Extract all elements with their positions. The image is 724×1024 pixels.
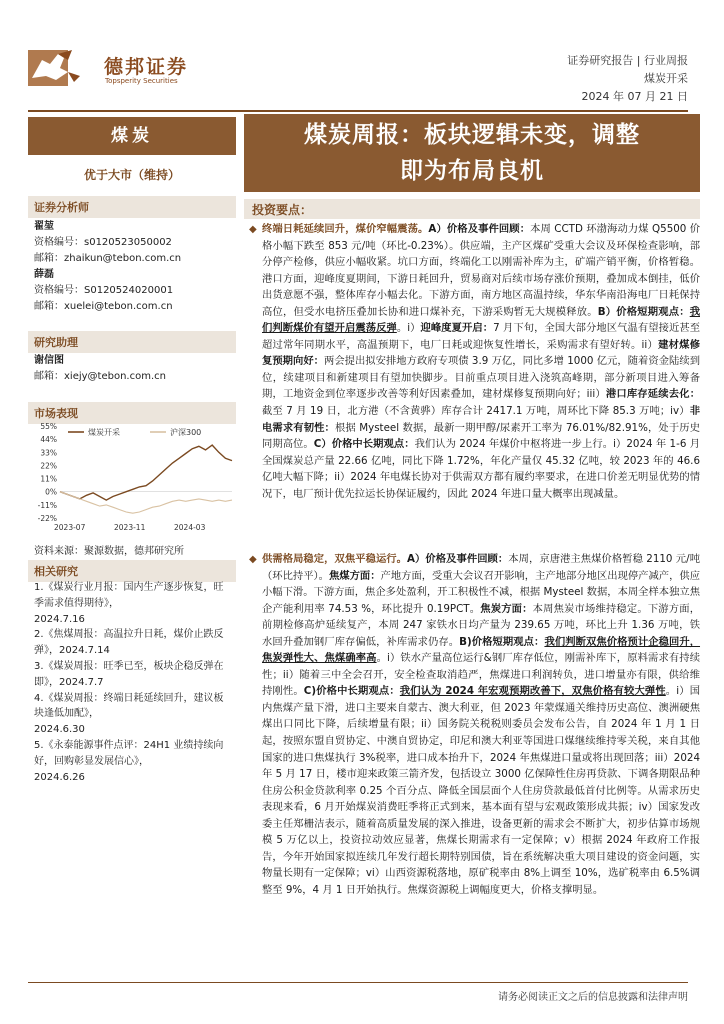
bull-logo-icon bbox=[28, 46, 94, 90]
bold-point: 焦炭方面： bbox=[480, 602, 533, 615]
x-tick-label: 2023-11 bbox=[114, 523, 146, 532]
sub-heading: A）价格及事件回顾： bbox=[407, 553, 509, 565]
x-tick-labels bbox=[54, 523, 206, 532]
para-lead: 供需格局稳定，双焦平稳运行。 bbox=[262, 553, 408, 565]
sub-heading: C)价格中长期观点： bbox=[303, 685, 400, 698]
para-text: 本周焦炭市场维持稳定。下游方面，前期检修高炉延续复产，本周 247 家铁水日均产量为 239.65 万吨，环比上升 1.36 万吨，铁水回升叠加钢厂库存偏低，补库需求仍存。 bbox=[262, 602, 701, 648]
bold-point: 非电需求有韧性： bbox=[262, 405, 700, 434]
y-tick-label: 11% bbox=[40, 474, 57, 484]
related-item-text: 4.《煤炭周报：终端日耗延续回升，建议板块逢低加配》， bbox=[34, 692, 224, 720]
sector-tag: 煤炭开采 bbox=[644, 72, 688, 85]
x-tick-label: 2024-03 bbox=[174, 523, 206, 532]
related-section-title: 相关研究 bbox=[28, 560, 236, 582]
key-points-title: 投资要点： bbox=[244, 199, 700, 219]
para-text: 本周，京唐港主焦煤价格暂稳 2110 元/吨（环比持平）。 bbox=[262, 553, 700, 582]
analyst-name: 薛磊 bbox=[34, 269, 54, 280]
report-type: 证券研究报告 | 行业周报 bbox=[567, 54, 688, 67]
bullet-diamond-icon: ◆ bbox=[249, 554, 257, 565]
assistant-info bbox=[34, 353, 234, 385]
market-section-title: 市场表现 bbox=[28, 402, 236, 424]
para-text: 产地方面，受重大会议召开影响，主产地部分地区出现停产减产，供应小幅下滑。下游方面，焦企多处盈利，开工积极性不减，根据 Mysteel 数据，本周全样本独立焦企产能利用率 74.53 %，环比提升 0.19PCT。 bbox=[262, 569, 701, 615]
logo-name: 德邦证券 bbox=[104, 56, 189, 78]
logo-english-name: Topsperity Securities bbox=[105, 77, 178, 85]
related-item-text: 2.《焦煤周报：高温拉升日耗，煤价止跌反弹》， bbox=[34, 629, 224, 657]
related-item-text: 1.《煤炭行业月报：国内生产逐步恢复，旺季需求值得期待》， bbox=[34, 582, 224, 609]
legend-label: 煤炭开采 bbox=[88, 428, 120, 437]
report-meta bbox=[567, 52, 688, 106]
x-tick-label: 2023-07 bbox=[54, 523, 86, 532]
para-text: 。i） bbox=[396, 322, 421, 335]
y-tick-label: 0% bbox=[45, 487, 57, 497]
chart-series-lines bbox=[60, 445, 232, 513]
related-item-text: 5.《永泰能源事件点评：24H1 业绩持续向好，回购彰显发展信心》， bbox=[34, 739, 224, 767]
para-lead: 终端日耗延续回升，煤价窄幅震荡。 bbox=[262, 223, 429, 235]
underlined-view: 我们判断煤价有望开启震荡反弹 bbox=[262, 305, 700, 335]
report-date: 2024 年 07 月 21 日 bbox=[581, 90, 688, 103]
sector-label: 煤炭 bbox=[28, 117, 236, 155]
y-tick-label: 33% bbox=[40, 448, 57, 458]
related-item-date: 2024.7.7 bbox=[59, 676, 104, 688]
analyst-section-title: 证券分析师 bbox=[28, 196, 236, 218]
analyst-cert: 资格编号：s0120523050002 bbox=[34, 237, 172, 248]
chart-source: 资料来源：聚源数据，德邦研究所 bbox=[34, 546, 184, 557]
para-text: 根据 Mysteel 数据，最新一期甲醇/尿素开工率为 76.01%/82.91%，处于历史同期高位。 bbox=[262, 421, 700, 451]
y-tick-label: -11% bbox=[37, 500, 57, 510]
company-logo bbox=[28, 46, 196, 92]
related-item-date: 2024.7.16 bbox=[34, 613, 85, 625]
assistant-email[interactable]: 邮箱：xiejy@tebon.com.cn bbox=[34, 371, 166, 382]
rating: 优于大市（维持） bbox=[83, 168, 180, 182]
y-tick-label: 55% bbox=[40, 422, 57, 431]
coal-paragraph bbox=[262, 221, 700, 502]
para-text: 我们认为 2024 年煤价中枢将进一步上行。i）2024 年 1-6 月全国煤炭总产量 22.66 亿吨，同比下降 1.72%，年化产量仅 45.32 亿吨，较 2023 年的 46.6 亿吨大幅下降；ii）2024 年电煤长协对于供需双方都有履约率要求，在进口价差无明显优势的情况下，电厂预计优先拉运长协保证履约，因此 2024 年进口量大概率出现减量。 bbox=[262, 438, 701, 500]
chart-legend bbox=[68, 427, 201, 437]
title-line-1: 煤炭周报：板块逻辑未变，调整 bbox=[304, 122, 640, 148]
assistant-section-title: 研究助理 bbox=[28, 331, 236, 353]
related-item[interactable] bbox=[34, 659, 232, 691]
analyst-email[interactable]: 邮箱：zhaikun@tebon.com.cn bbox=[34, 253, 182, 264]
bold-point: 建材煤修复预期向好： bbox=[262, 338, 700, 368]
related-item-date: 2024.7.14 bbox=[59, 645, 110, 657]
underlined-view: 我们认为 2024 年宏观预期改善下，双焦价格有较大弹性 bbox=[399, 685, 666, 698]
underlined-view: 我们判断双焦价格预计企稳回升，焦炭弹性大、焦煤确率高 bbox=[262, 635, 701, 665]
y-tick-label: -22% bbox=[37, 514, 57, 523]
bold-point: 港口库存延续去化： bbox=[605, 388, 700, 401]
sub-heading: B)价格短期观点： bbox=[459, 635, 545, 648]
related-item[interactable] bbox=[34, 580, 232, 627]
report-title bbox=[244, 114, 700, 192]
related-item[interactable] bbox=[34, 627, 232, 659]
y-tick-labels bbox=[38, 422, 57, 523]
title-line-2: 即为布局良机 bbox=[400, 158, 544, 184]
para-text: 两会提出拟安排地方政府专项债 3.9 万亿，同比多增 1000 亿元，随着资金陆续到位，续建项目和新建项目有望加快脚步。目前重点项目进入浇筑高峰期，部分新项目进入筹备期，工地资金到位率逐步改善等利好因素叠加，建材煤修复预期向好；iii） bbox=[262, 355, 701, 401]
analyst-list bbox=[34, 219, 234, 315]
analyst-cert: 资格编号：S0120524020001 bbox=[34, 285, 174, 296]
related-item[interactable] bbox=[34, 691, 232, 738]
assistant-name: 谢信图 bbox=[34, 355, 64, 366]
bold-point: 迎峰度夏开启： bbox=[420, 322, 494, 335]
related-item-date: 2024.6.26 bbox=[34, 771, 85, 783]
header-divider bbox=[28, 110, 688, 112]
related-item-text: 3.《煤炭周报：旺季已至，板块企稳反弹在即》， bbox=[34, 660, 224, 688]
y-tick-label: 44% bbox=[40, 435, 57, 445]
legend-label: 沪深300 bbox=[170, 428, 202, 437]
related-item-date: 2024.6.30 bbox=[34, 724, 85, 736]
market-performance-chart bbox=[28, 420, 238, 538]
related-research-list bbox=[34, 580, 232, 785]
analyst-email[interactable]: 邮箱：xuelei@tebon.com.cn bbox=[34, 301, 173, 312]
bullet-diamond-icon: ◆ bbox=[249, 224, 257, 235]
bold-point: 焦煤方面： bbox=[329, 569, 381, 582]
y-tick-label: 22% bbox=[40, 461, 57, 471]
footer-disclaimer: 请务必阅读正文之后的信息披露和法律声明 bbox=[498, 992, 688, 1003]
para-text: 7 月下旬，全国大部分地区气温有望接近甚至超过常年同期水平，高温预期下，电厂日耗或迎恢复性增长，采购需求有望好转。ii） bbox=[262, 322, 701, 351]
sub-heading: C）价格中长期观点： bbox=[313, 438, 415, 451]
related-item[interactable] bbox=[34, 738, 232, 785]
sub-heading: B）价格短期观点： bbox=[597, 305, 690, 318]
para-text: 截至 7 月 19 日，北方港（不含黄骅）库存合计 2417.1 万吨，周环比下降 85.3 万吨；iv） bbox=[262, 405, 690, 418]
analyst-name: 翟堃 bbox=[34, 221, 54, 232]
para-text: 本周 CCTD 环渤海动力煤 Q5500 价格小幅下跌至 853 元/吨（环比-0.23%）。供应端，主产区煤矿受重大会议及环保检查影响，部分停产检修，供应小幅收紧。坑口方面，终端化工以刚需补库为主，矿端产销平衡，价格暂稳。港口方面，迎峰度夏期间，下游日耗回升，贸易商对后续市场存涨价预期，叠加成本倒挂，低价出货意愿不强，整体库存小幅去化。下游方面，南方地区高温持续，华东华南沿海电厂日耗保持高位，但受水电挤压叠加长协和进口煤补充，下游采购暂无大规模释放。 bbox=[262, 223, 701, 318]
coking-coal-paragraph bbox=[262, 551, 700, 898]
para-text: 。i）铁水产量高位运行&钢厂库存低位，刚需补库下，原料需求有持续性；ii）随着三中全会召开，安全检查取消趋严，焦煤进口利润转负，进口增量亦有限，供给维持刚性。 bbox=[262, 652, 701, 698]
footer-divider bbox=[28, 982, 688, 983]
para-text: 。i）国内焦煤产量下滑，进口主要来自蒙古、澳大利亚，但 2023 年蒙煤通关维持历史高位、澳洲硬焦煤出口同比下降，后续增量有限；ii）国务院关税税则委员会发布公告，自 2024 年 1 月 1 日起，按照东盟自贸协定、中澳自贸协定，印尼和澳大利亚等国进口煤继续维持零关税，来自其他国家的进口焦煤执行 3%税率，进口成本抬升下，2024 年焦煤进口量或将出现回落；iii）2024 年 5 月 17 日，楼市迎来政策三箭齐发，包括设立 3000 亿保障性住房再贷款、下调各期限品种住房公积金贷款利率 0.25 个百分点、降低全国层面个人住房贷款最低首付比例等。从需求历史表现来看，6 月开始煤炭消费旺季将正式到来，基本面有望与宏观政策形成共振；iv）国家发改委主任郑栅洁表示，随着高质量发展的深入推进，设备更新的需求会不断扩大，初步估算市场规模 5 万亿以上，投资拉动效应显著，焦煤长期需求有一定保障；v）根据 2024 年政府工作报告，今年开始国家拟连续几年发行超长期特别国债，旨在系统解决重大项目建设的资金问题，实物量长期有一定保障；vi）山西资源税落地，原矿税率由 8%上调至 10%，选矿税率由 6.5%调整至 9%，4 月 1 日开始执行。焦煤资源税上调幅度更大，价格支撑明显。 bbox=[262, 685, 701, 896]
sub-heading: A）价格及事件回顾： bbox=[428, 223, 531, 235]
